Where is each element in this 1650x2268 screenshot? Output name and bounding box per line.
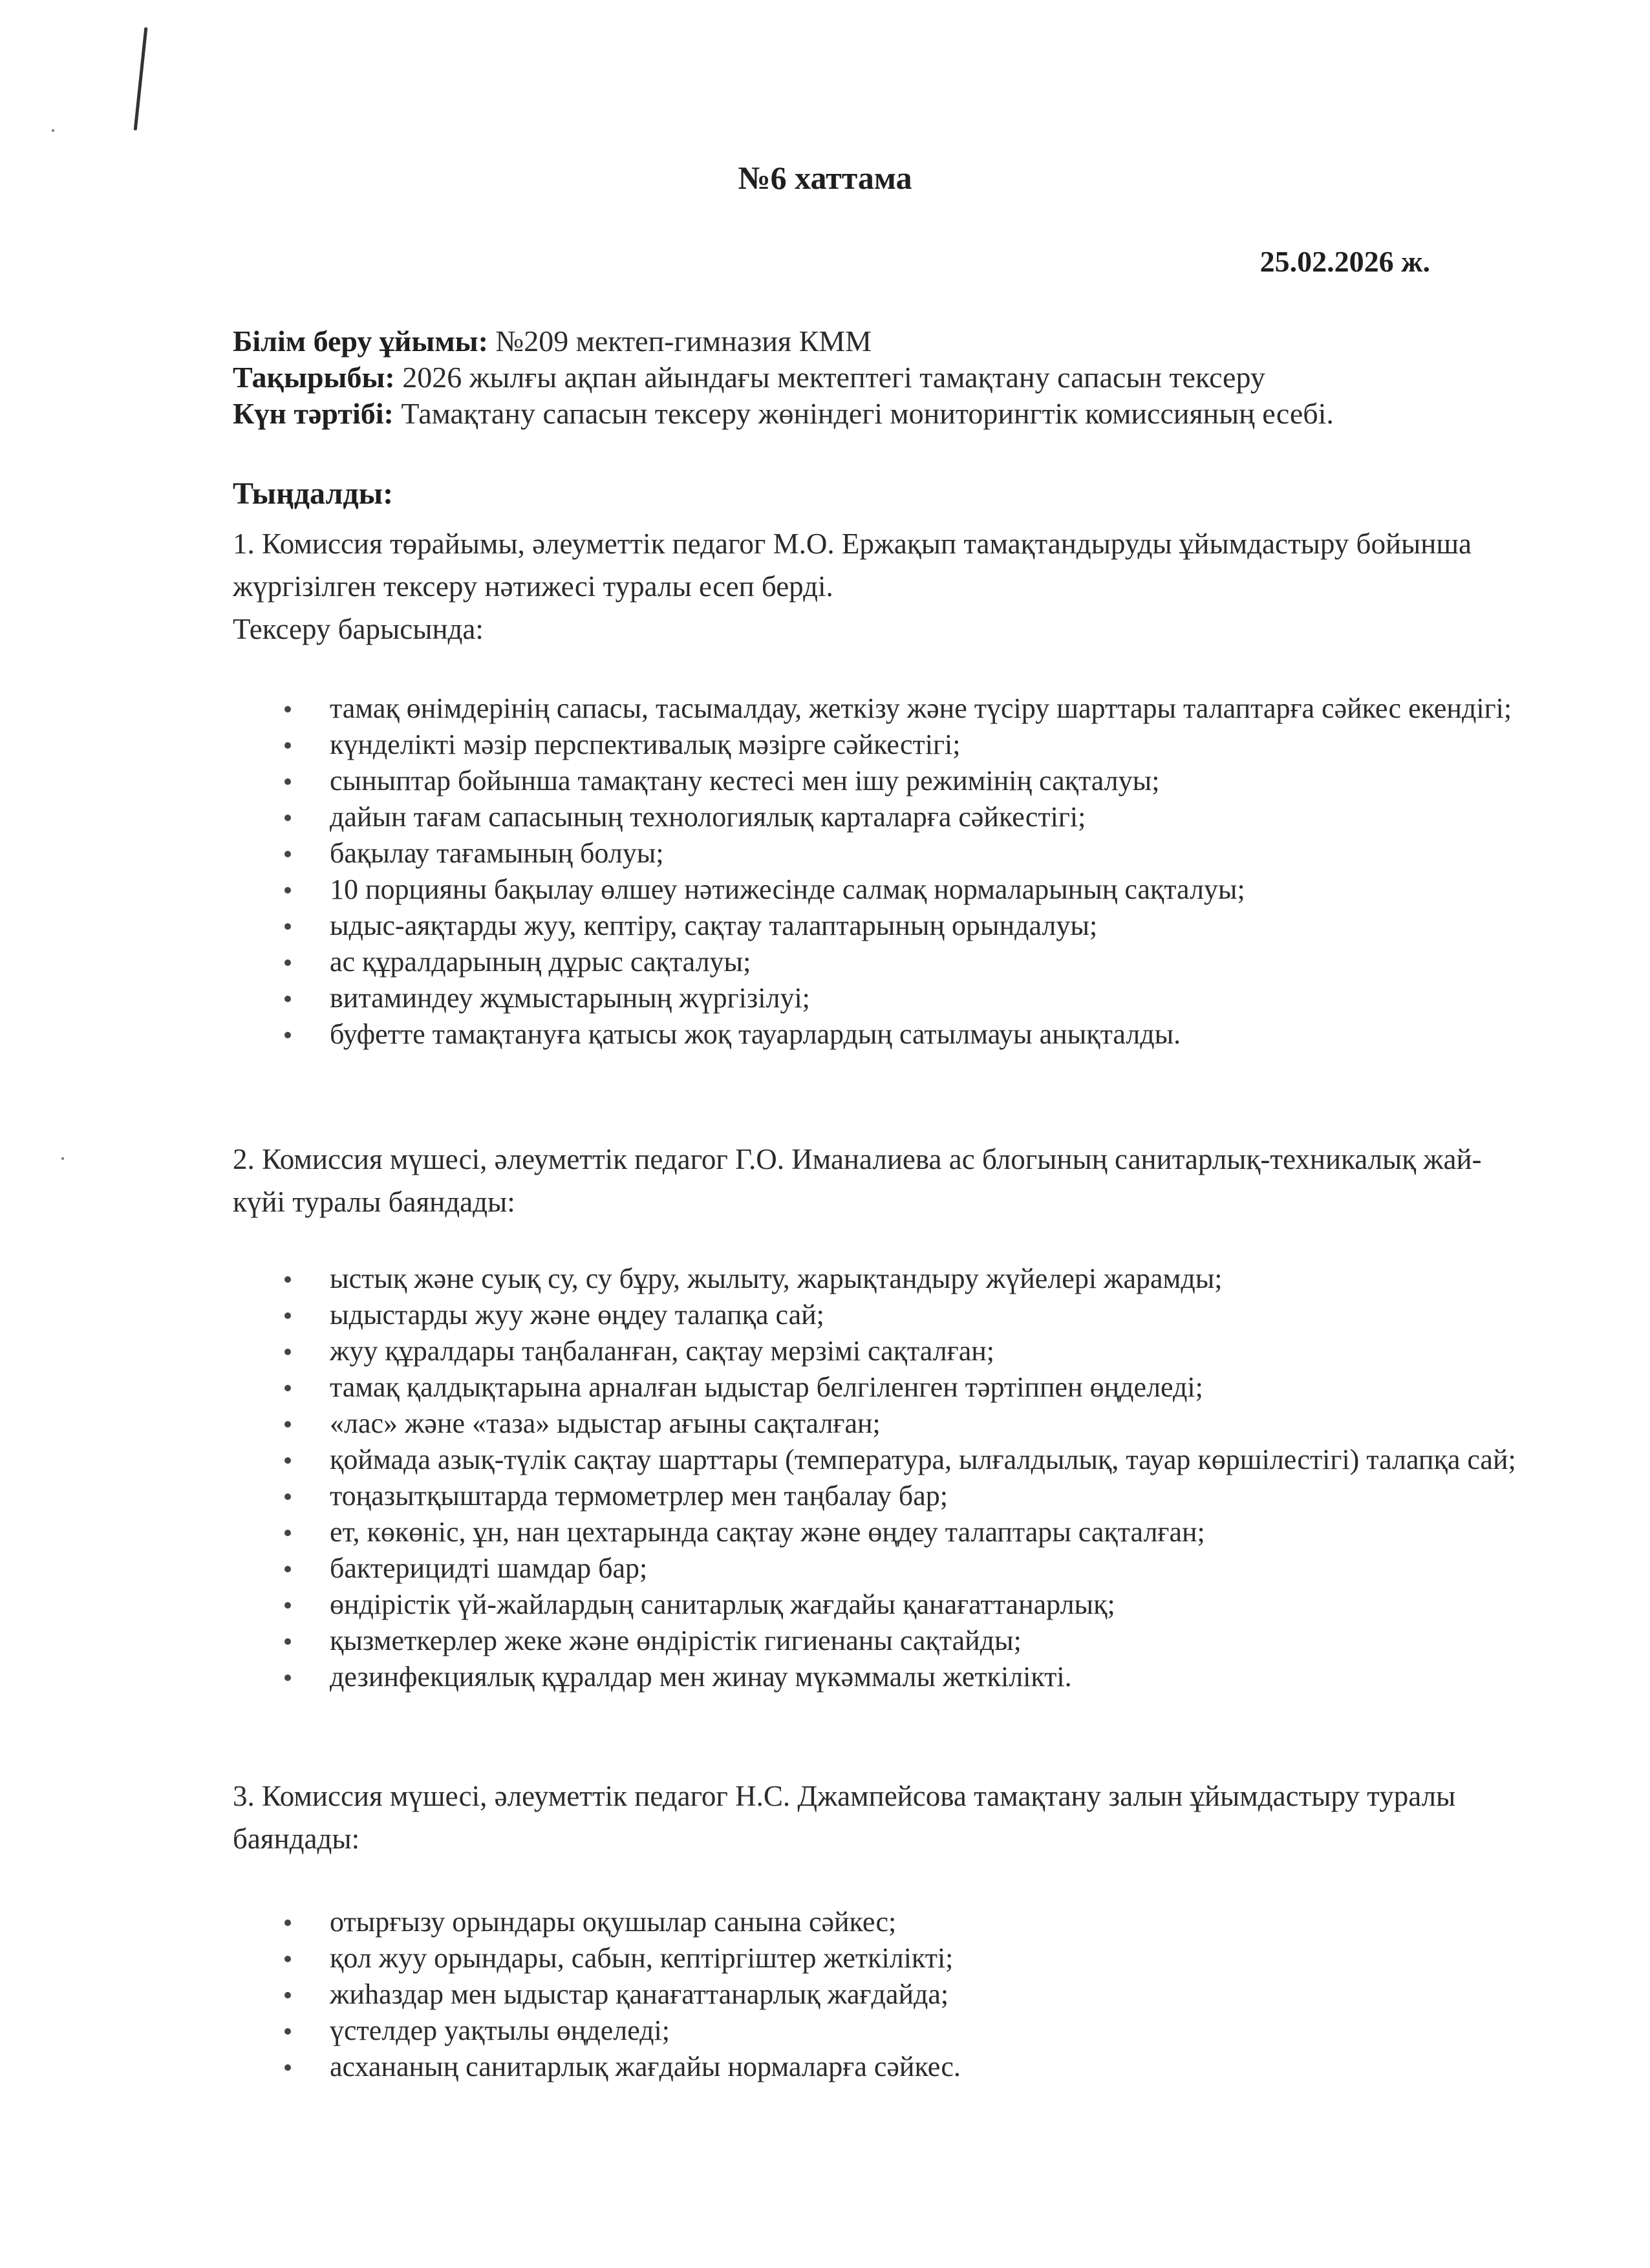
list-item: «лас» және «таза» ыдыстар ағыны сақталған; — [284, 1406, 1526, 1442]
list-item: асхананың санитарлық жағдайы нормаларға сәйкес. — [284, 2049, 1526, 2085]
list-item: ыстық және суық су, су бұру, жылыту, жарықтандыру жүйелері жарамды; — [284, 1261, 1526, 1297]
list-item: буфетте тамақтануға қатысы жоқ тауарлардың сатылмауы анықталды. — [284, 1016, 1526, 1053]
document-title: №6 хаттама — [738, 160, 912, 196]
section1-list — [284, 690, 1526, 1053]
section3-list — [284, 1904, 1526, 2085]
list-item: жуу құралдары таңбаланған, сақтау мерзімі сақталған; — [284, 1333, 1526, 1369]
list-item: тамақ өнімдерінің сапасы, тасымалдау, жеткізу және түсіру шарттары талаптарға сәйкес екендігі; — [284, 690, 1526, 727]
list-item: үстелдер уақтылы өңделеді; — [284, 2013, 1526, 2049]
list-item: ас құралдарының дұрыс сақталуы; — [284, 944, 1526, 980]
meta-organization: Білім беру ұйымы: №209 мектеп-гимназия КММ — [233, 325, 872, 358]
list-item: 10 порцияны бақылау өлшеу нәтижесінде салмақ нормаларының сақталуы; — [284, 872, 1526, 908]
list-item: витаминдеу жұмыстарының жүргізілуі; — [284, 980, 1526, 1016]
list-item: отырғызу орындары оқушылар санына сәйкес; — [284, 1904, 1526, 1940]
list-item: күнделікті мәзір перспективалық мәзірге сәйкестігі; — [284, 727, 1526, 763]
list-item: қызметкерлер жеке және өндірістік гигиенаны сақтайды; — [284, 1623, 1526, 1659]
list-item: бақылау тағамының болуы; — [284, 835, 1526, 872]
meta-topic: Тақырыбы: 2026 жылғы ақпан айындағы мектептегі тамақтану сапасын тексеру — [233, 361, 1265, 394]
list-item: сыныптар бойынша тамақтану кестесі мен ішу режимінің сақталуы; — [284, 763, 1526, 799]
list-item: ет, көкөніс, ұн, нан цехтарында сақтау және өңдеу талаптары сақталған; — [284, 1514, 1526, 1550]
list-item: қол жуу орындары, сабын, кептіргіштер жеткілікті; — [284, 1940, 1526, 1976]
section1-intro: 1. Комиссия төрайымы, әлеуметтік педагог М.О. Ержақып тамақтандыруды ұйымдастыру бойынша жүргізілген тексеру нәтижесі туралы есеп берді. — [233, 528, 1472, 603]
list-item: тоңазытқыштарда термометрлер мен таңбалау бар; — [284, 1478, 1526, 1514]
scan-speck — [61, 1157, 64, 1160]
list-item: ыдыстарды жуу және өңдеу талапқа сай; — [284, 1297, 1526, 1333]
list-item: дезинфекциялық құралдар мен жинау мүкәммалы жеткілікті. — [284, 1659, 1526, 1695]
heard-heading: Тыңдалды: — [233, 476, 394, 511]
list-item: тамақ қалдықтарына арналған ыдыстар белгіленген тәртіппен өңделеді; — [284, 1369, 1526, 1406]
section1-lead: Тексеру барысында: — [233, 613, 484, 645]
list-item: өндірістік үй-жайлардың санитарлық жағдайы қанағаттанарлық; — [284, 1587, 1526, 1623]
list-item: жиһаздар мен ыдыстар қанағаттанарлық жағдайда; — [284, 1976, 1526, 2013]
document-date: 25.02.2026 ж. — [1259, 245, 1430, 278]
meta-agenda: Күн тәртібі: Тамақтану сапасын тексеру жөніндегі мониторингтік комиссияның есебі. — [233, 397, 1334, 430]
list-item: дайын тағам сапасының технологиялық карталарға сәйкестігі; — [284, 799, 1526, 835]
section2-list — [284, 1261, 1526, 1695]
scan-speck — [52, 129, 54, 132]
section2-intro: 2. Комиссия мүшесі, әлеуметтік педагог Г.О. Иманалиева ас блогының санитарлық-техникалық жай-күйі туралы баяндады: — [233, 1143, 1482, 1218]
list-item: бактерицидті шамдар бар; — [284, 1550, 1526, 1587]
document-meta — [233, 323, 1334, 432]
list-item: ыдыс-аяқтарды жуу, кептіру, сақтау талаптарының орындалуы; — [284, 908, 1526, 944]
list-item: қоймада азық-түлік сақтау шарттары (температура, ылғалдылық, тауар көршілестігі) талапқа сай; — [284, 1442, 1526, 1478]
section3-intro: 3. Комиссия мүшесі, әлеуметтік педагог Н.С. Джампейсова тамақтану залын ұйымдастыру туралы баяндады: — [233, 1780, 1456, 1855]
scan-pen-mark — [134, 27, 148, 131]
